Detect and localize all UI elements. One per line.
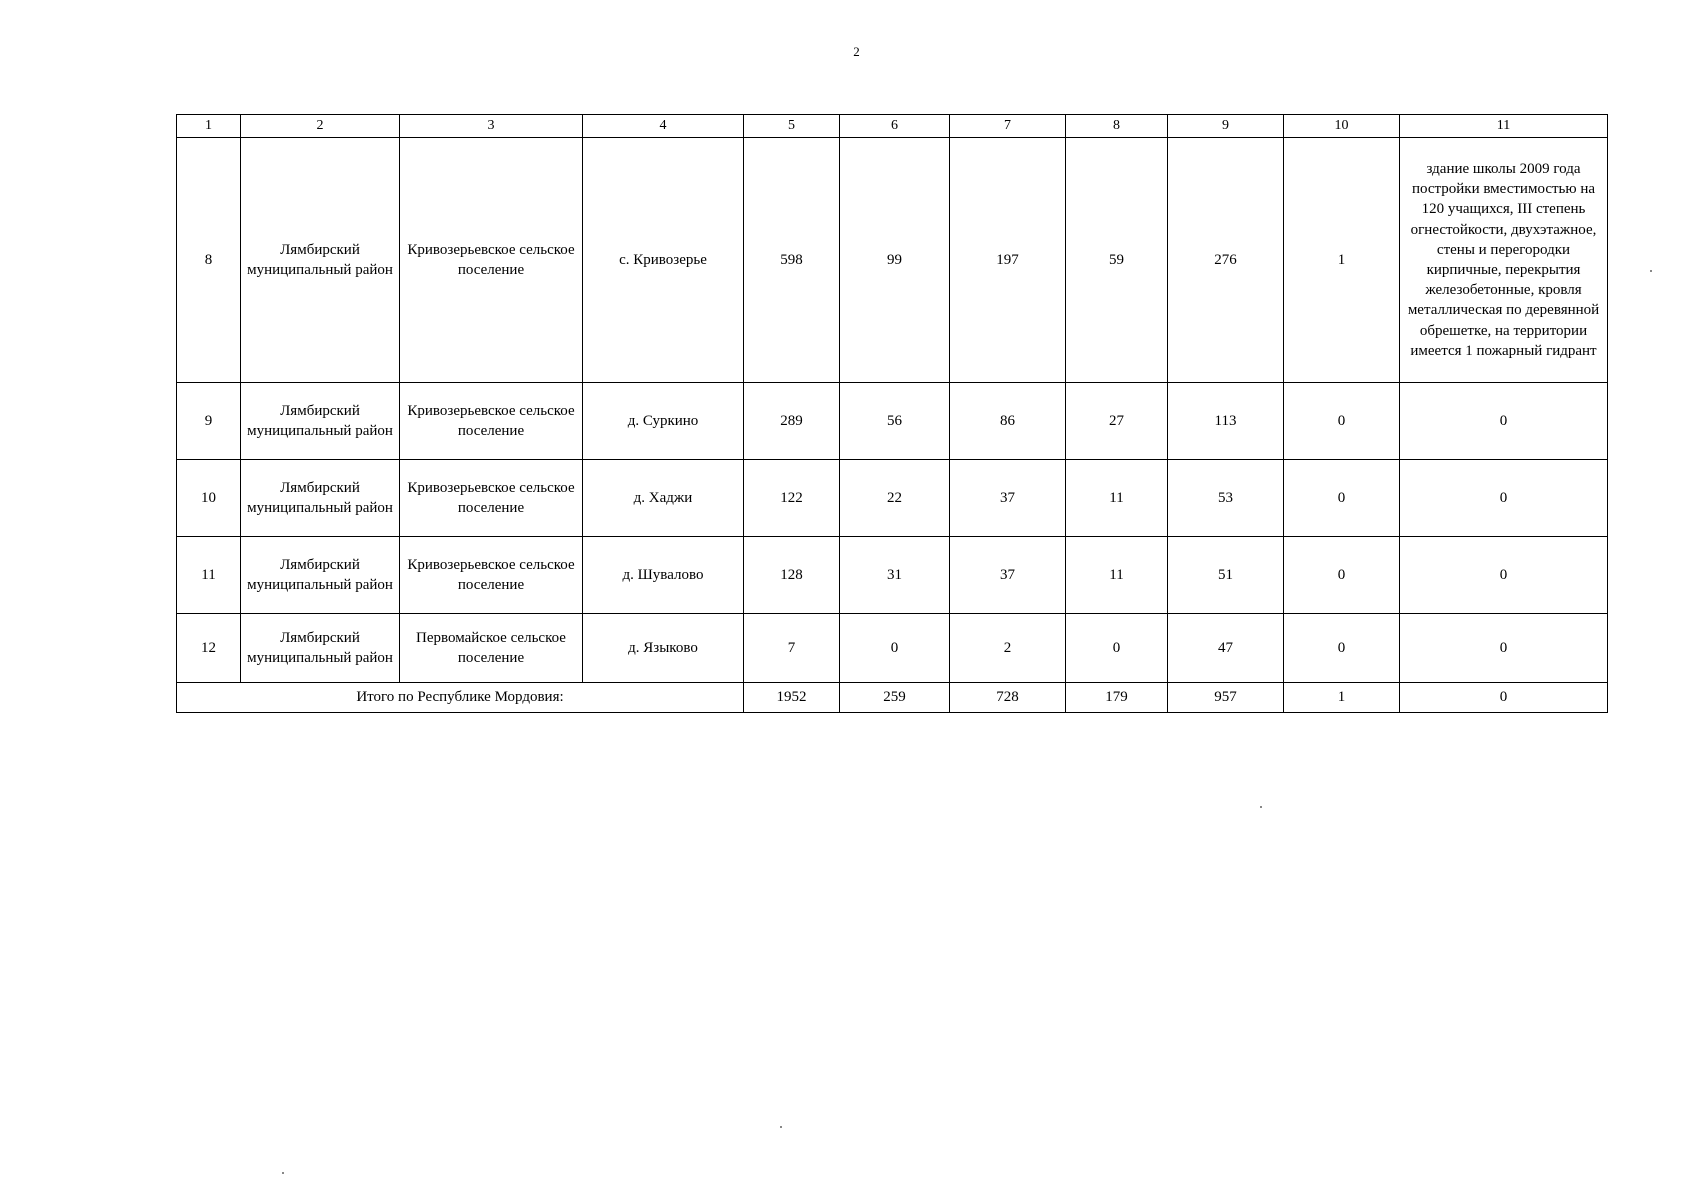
value-cell: 0 [1284,383,1400,460]
value-cell: 51 [1168,537,1284,614]
total-value-cell: 179 [1066,683,1168,713]
value-cell: 197 [950,138,1066,383]
locality-cell: д. Хаджи [583,460,744,537]
value-cell: 113 [1168,383,1284,460]
row-number-cell: 12 [177,614,241,683]
total-value-cell: 728 [950,683,1066,713]
value-cell: 2 [950,614,1066,683]
value-cell: 0 [1284,614,1400,683]
description-cell: 0 [1400,614,1608,683]
locality-cell: д. Шувалово [583,537,744,614]
header-cell: 2 [241,115,400,138]
scan-speck [1260,806,1262,808]
header-cell: 4 [583,115,744,138]
value-cell: 99 [840,138,950,383]
value-cell: 37 [950,537,1066,614]
total-value-cell: 259 [840,683,950,713]
value-cell: 59 [1066,138,1168,383]
value-cell: 11 [1066,537,1168,614]
value-cell: 122 [744,460,840,537]
value-cell: 47 [1168,614,1284,683]
value-cell: 27 [1066,383,1168,460]
table-row [177,537,1608,614]
locality-cell: д. Суркино [583,383,744,460]
value-cell: 7 [744,614,840,683]
scan-speck [282,1172,284,1174]
description-cell: 0 [1400,460,1608,537]
header-cell: 8 [1066,115,1168,138]
total-row [177,683,1608,713]
header-cell: 3 [400,115,583,138]
district-cell: Лямбирский муниципальный район [241,383,400,460]
table-row [177,138,1608,383]
table-header-row [177,115,1608,138]
value-cell: 0 [1066,614,1168,683]
value-cell: 598 [744,138,840,383]
value-cell: 289 [744,383,840,460]
total-label: Итого по Республике Мордовия: [177,683,744,713]
total-value-cell: 1952 [744,683,840,713]
settlements-table [176,114,1608,713]
value-cell: 37 [950,460,1066,537]
row-number-cell: 9 [177,383,241,460]
district-cell: Лямбирский муниципальный район [241,537,400,614]
value-cell: 11 [1066,460,1168,537]
locality-cell: с. Кривозерье [583,138,744,383]
district-cell: Лямбирский муниципальный район [241,138,400,383]
description-cell: 0 [1400,537,1608,614]
total-value-cell: 1 [1284,683,1400,713]
value-cell: 276 [1168,138,1284,383]
value-cell: 128 [744,537,840,614]
scan-speck [780,1126,782,1128]
settlement-cell: Кривозерьевское сельское поселение [400,537,583,614]
settlement-cell: Кривозерьевское сельское поселение [400,383,583,460]
value-cell: 86 [950,383,1066,460]
description-cell: 0 [1400,383,1608,460]
settlement-cell: Кривозерьевское сельское поселение [400,460,583,537]
header-cell: 5 [744,115,840,138]
value-cell: 22 [840,460,950,537]
value-cell: 1 [1284,138,1400,383]
value-cell: 53 [1168,460,1284,537]
header-cell: 6 [840,115,950,138]
row-number-cell: 10 [177,460,241,537]
row-number-cell: 11 [177,537,241,614]
district-cell: Лямбирский муниципальный район [241,460,400,537]
scan-speck [1650,270,1652,272]
value-cell: 0 [1284,460,1400,537]
value-cell: 0 [840,614,950,683]
settlement-cell: Первомайское сельское поселение [400,614,583,683]
header-cell: 9 [1168,115,1284,138]
value-cell: 56 [840,383,950,460]
value-cell: 31 [840,537,950,614]
description-cell: здание школы 2009 года постройки вместимостью на 120 учащихся, III степень огнестойкости, двухэтажное, стены и перегородки кирпичные, перекрытия железобетонные, кровля металлическая по деревянной обрешетке, на территории имеется 1 пожарный гидрант [1400,138,1608,383]
table-row [177,614,1608,683]
settlement-cell: Кривозерьевское сельское поселение [400,138,583,383]
row-number-cell: 8 [177,138,241,383]
header-cell: 11 [1400,115,1608,138]
value-cell: 0 [1284,537,1400,614]
district-cell: Лямбирский муниципальный район [241,614,400,683]
table-row [177,383,1608,460]
header-cell: 7 [950,115,1066,138]
locality-cell: д. Языково [583,614,744,683]
page-number: 2 [853,44,860,59]
total-value-cell: 957 [1168,683,1284,713]
table-row [177,460,1608,537]
header-cell: 1 [177,115,241,138]
header-cell: 10 [1284,115,1400,138]
total-value-cell: 0 [1400,683,1608,713]
